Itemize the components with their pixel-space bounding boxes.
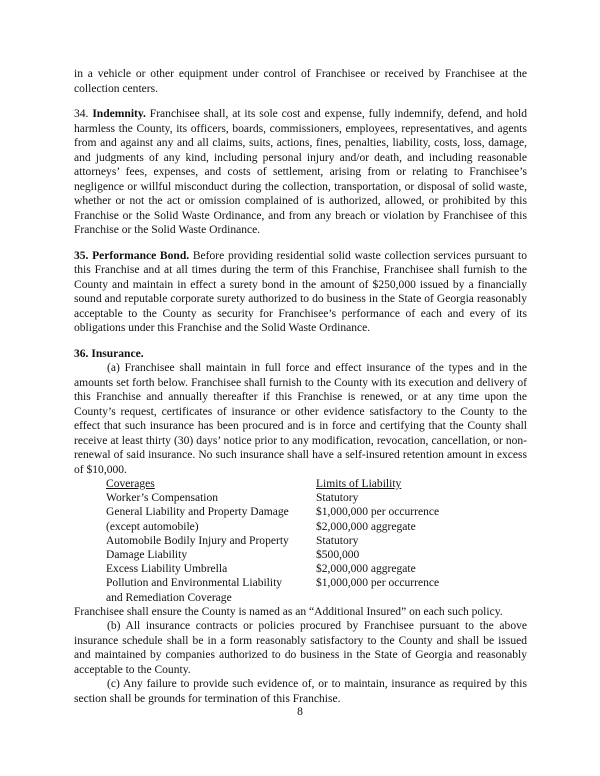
coverage-cell: Automobile Bodily Injury and Property bbox=[106, 534, 289, 547]
section-36-heading: 36. Insurance. bbox=[74, 347, 144, 360]
table-row bbox=[106, 576, 439, 590]
limit-cell: $2,000,000 aggregate bbox=[316, 563, 416, 576]
page-number: 8 bbox=[297, 706, 303, 718]
coverage-cell: Damage Liability bbox=[106, 549, 188, 562]
continuation-paragraph: in a vehicle or other equipment under control of Franchisee or received by Franchisee at the collection centers. bbox=[74, 68, 527, 95]
coverages-header: Coverages bbox=[106, 478, 155, 490]
section-36-para-b: (b) All insurance contracts or policies procured by Franchisee pursuant to the above insurance schedule shall be in a form reasonably satisfactory to the County and shall be issued and maintained by companies authorized to do business in the State of Georgia and reasonably acceptable to the County. bbox=[74, 620, 527, 676]
coverage-cell: General Liability and Property Damage bbox=[106, 506, 289, 519]
document-page bbox=[74, 67, 527, 706]
additional-insured-sentence: Franchisee shall ensure the County is named as an “Additional Insured” on each such policy. bbox=[74, 605, 503, 618]
limit-cell: $1,000,000 per occurrence bbox=[316, 577, 440, 590]
table-row bbox=[106, 491, 439, 505]
limit-cell bbox=[316, 591, 439, 605]
section-34-number: 34. bbox=[74, 108, 89, 120]
coverage-cell: Pollution and Environmental Liability bbox=[106, 577, 283, 590]
coverage-cell: and Remediation Coverage bbox=[106, 591, 232, 604]
section-35-paragraph bbox=[74, 249, 527, 336]
table-header-row bbox=[106, 477, 439, 491]
table-row bbox=[106, 548, 439, 562]
spacer bbox=[74, 96, 527, 107]
insurance-coverage-table bbox=[106, 477, 439, 605]
limit-cell: $500,000 bbox=[316, 549, 360, 562]
table-row bbox=[106, 534, 439, 548]
section-34-paragraph bbox=[74, 107, 527, 238]
limit-cell: $2,000,000 aggregate bbox=[316, 520, 416, 533]
section-34-heading: Indemnity. bbox=[92, 108, 146, 120]
section-35-heading: 35. Performance Bond. bbox=[74, 249, 190, 262]
section-36-para-a: (a) Franchisee shall maintain in full force and effect insurance of the types and in the amounts set forth below. Franchisee shall furnish to the County with its execution and delivery of this Franchise and annually thereafter if this Franchise is renewed, or at any time upon the County’s request, certificates of insurance or other evidence satisfactory to the County to the effect that such insurance has been procured and is in force and certifying that the County shall receive at least thirty (30) days’ notice prior to any modification, revocation, cancellation, or non-renewal of said insurance. No such insurance shall have a self-insured retention amount in excess of $10,000. bbox=[74, 362, 527, 476]
section-36-para-c: (c) Any failure to provide such evidence of, or to maintain, insurance as required by this section shall be grounds for termination of this Franchise. bbox=[74, 678, 527, 705]
coverage-cell: Excess Liability Umbrella bbox=[106, 563, 228, 576]
limit-cell: Statutory bbox=[316, 534, 359, 547]
spacer bbox=[74, 336, 527, 347]
section-35-body: Before providing residential solid waste collection services pursuant to this Franchise and at all times during the term of this Franchise, Franchisee shall furnish to the County and maintain in effect a surety bond in the amount of $250,000 issued by a financially sound and reputable corporate surety authorized to do business in the State of Georgia reasonably acceptable to the County as security for Franchisee’s performance of each and every of its obligations under this Franchise and the Solid Waste Ordinance. bbox=[74, 249, 528, 334]
limit-cell: Statutory bbox=[316, 492, 359, 505]
section-34-body: Franchisee shall, at its sole cost and expense, fully indemnify, defend, and hold harmless the County, its officers, boards, commissioners, employees, representatives, and agents from and against any and all claims, suits, actions, fines, penalties, liability, costs, loss, damage, and judgments of any kind, including personal injury and/or death, and including reasonable attorneys’ fees, expenses, and costs of settlement, arising from or relating to Franchisee’s negligence or willful misconduct during the collection, transportation, or disposal of solid waste, whether or not the act or omission complained of is authorized, allowed, or prohibited by this Franchise or the Solid Waste Ordinance, and from any breach or violation by Franchisee of this Franchise or the Solid Waste Ordinance. bbox=[74, 108, 528, 236]
table-row bbox=[106, 591, 439, 605]
table-row bbox=[106, 505, 439, 519]
coverage-cell: Worker’s Compensation bbox=[106, 492, 219, 505]
table-row bbox=[106, 562, 439, 576]
limits-header: Limits of Liability bbox=[316, 478, 402, 490]
coverage-cell: (except automobile) bbox=[106, 520, 199, 533]
table-row bbox=[106, 520, 439, 534]
spacer bbox=[74, 238, 527, 249]
limit-cell: $1,000,000 per occurrence bbox=[316, 506, 440, 519]
